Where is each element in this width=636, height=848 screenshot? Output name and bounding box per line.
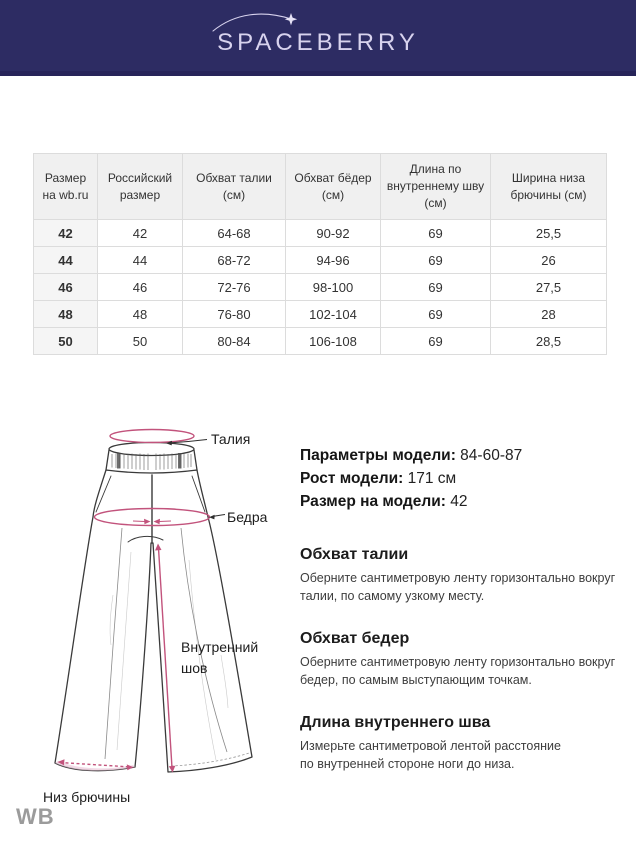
size-row-header: 42 xyxy=(34,220,98,247)
belt-loop-left xyxy=(117,453,121,469)
table-header-row xyxy=(34,154,607,220)
table-cell: 69 xyxy=(381,220,491,247)
waist-label: Талия xyxy=(211,431,251,447)
model-size-line xyxy=(300,490,622,513)
model-size-value: 42 xyxy=(450,493,468,510)
table-row xyxy=(34,247,607,274)
model-height-label: Рост модели: xyxy=(300,470,404,487)
size-table xyxy=(33,153,607,355)
inseam-label-line2: шов xyxy=(181,660,208,676)
table-cell: 64-68 xyxy=(183,220,286,247)
size-row-header: 48 xyxy=(34,301,98,328)
brand-logo xyxy=(217,29,419,57)
model-params-line xyxy=(300,444,622,467)
table-cell: 46 xyxy=(98,274,183,301)
belt-loop-right xyxy=(178,453,182,469)
guide-section-waist xyxy=(300,546,622,605)
table-cell: 69 xyxy=(381,301,491,328)
guide-section-text: бедер, по самым выступающим точкам. xyxy=(300,672,532,687)
table-header-cell: Размер на wb.ru xyxy=(34,154,98,220)
table-cell: 50 xyxy=(98,328,183,355)
guide-section-text: Измерьте сантиметровой лентой расстояние xyxy=(300,739,561,753)
hips-connector-arrow xyxy=(209,515,215,520)
table-cell: 94-96 xyxy=(286,247,381,274)
table-row xyxy=(34,301,607,328)
guide-section-inseam xyxy=(300,714,622,773)
guide-section-text: Оберните сантиметровую ленту горизонтально вокруг xyxy=(300,655,616,669)
table-cell: 25,5 xyxy=(491,220,607,247)
model-size-label: Размер на модели: xyxy=(300,493,446,510)
table-cell: 27,5 xyxy=(491,274,607,301)
table-cell: 80-84 xyxy=(183,328,286,355)
size-row-header: 44 xyxy=(34,247,98,274)
table-cell: 72-76 xyxy=(183,274,286,301)
model-height-value: 171 см xyxy=(407,470,457,487)
table-cell: 26 xyxy=(491,247,607,274)
guide-section-hips xyxy=(300,630,622,689)
table-cell: 69 xyxy=(381,328,491,355)
guide-section-text: по внутренней стороне ноги до низа. xyxy=(300,756,515,771)
wb-watermark: WB xyxy=(16,804,55,829)
table-cell: 28,5 xyxy=(491,328,607,355)
size-row-header: 46 xyxy=(34,274,98,301)
table-cell: 106-108 xyxy=(286,328,381,355)
table-cell: 98-100 xyxy=(286,274,381,301)
table-cell: 69 xyxy=(381,247,491,274)
table-cell: 76-80 xyxy=(183,301,286,328)
model-params-label: Параметры модели: xyxy=(300,447,456,464)
table-header-cell: Российский размер xyxy=(98,154,183,220)
table-row xyxy=(34,274,607,301)
table-cell: 44 xyxy=(98,247,183,274)
table-cell: 102-104 xyxy=(286,301,381,328)
table-cell: 42 xyxy=(98,220,183,247)
table-header-cell: Длина по внутреннему шву (см) xyxy=(381,154,491,220)
model-params-value: 84-60-87 xyxy=(460,447,523,464)
comet-icon xyxy=(211,7,303,33)
guide-section-text: Оберните сантиметровую ленту горизонтально вокруг xyxy=(300,571,616,585)
table-cell: 68-72 xyxy=(183,247,286,274)
guide-section-title: Длина внутреннего шва xyxy=(300,714,491,731)
pants-diagram xyxy=(25,420,290,820)
guide-section-title: Обхват талии xyxy=(300,546,409,563)
guide-section-title: Обхват бедер xyxy=(300,630,410,647)
hips-label: Бедра xyxy=(227,509,268,525)
waist-measure-ellipse xyxy=(110,430,194,443)
hem-label: Низ брючины xyxy=(43,789,131,805)
size-row-header: 50 xyxy=(34,328,98,355)
table-cell: 69 xyxy=(381,274,491,301)
table-row xyxy=(34,328,607,355)
table-header-cell: Обхват бёдер (см) xyxy=(286,154,381,220)
guide-section-text: талии, по самому узкому месту. xyxy=(300,588,485,603)
info-column xyxy=(300,444,622,773)
table-cell: 28 xyxy=(491,301,607,328)
model-height-line xyxy=(300,467,622,490)
table-header-cell: Ширина низа брючины (см) xyxy=(491,154,607,220)
table-row xyxy=(34,220,607,247)
table-header-cell: Обхват талии (см) xyxy=(183,154,286,220)
table-cell: 90-92 xyxy=(286,220,381,247)
brand-logo-text: SPACEBERRY xyxy=(217,28,419,56)
inseam-label-line1: Внутренний xyxy=(181,639,259,655)
brand-banner xyxy=(0,0,636,76)
table-cell: 48 xyxy=(98,301,183,328)
